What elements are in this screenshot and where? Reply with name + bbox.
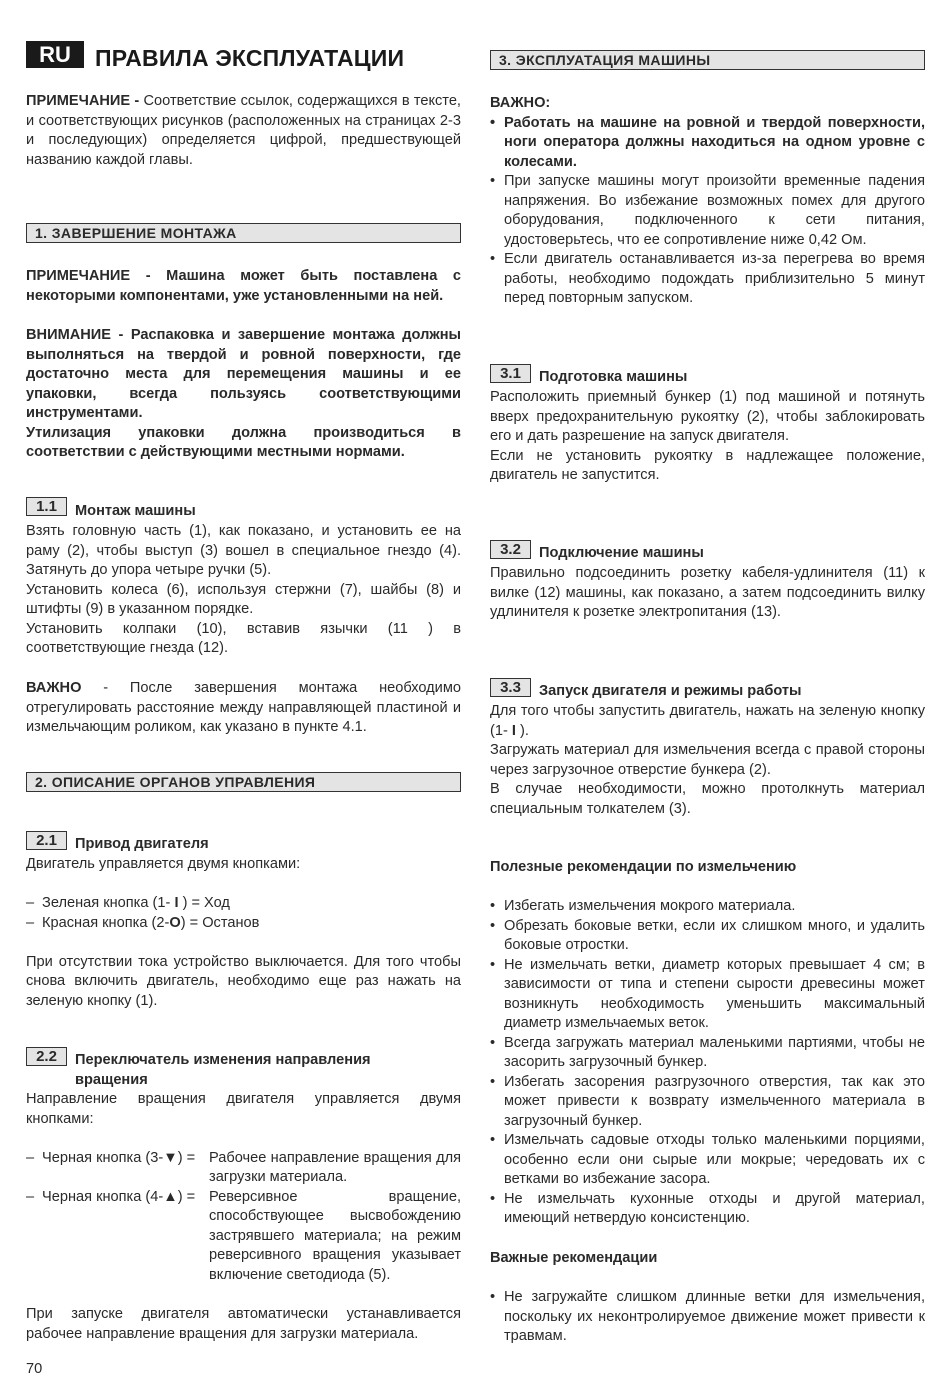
tip-item: • Избегать засорения разгрузочного отверстия, так как это может привести к возврату измельченного материала в загрузочный бункер. — [490, 1073, 925, 1132]
page-number: 70 — [26, 1361, 43, 1377]
tips-heading-text: Полезные рекомендации по измельчению — [490, 859, 797, 875]
subsection-1-1-title: Монтаж машины — [75, 503, 196, 519]
s2-2-closing — [26, 1305, 461, 1344]
important-recommendations-list — [490, 1288, 925, 1347]
subsection-3-3-number: 3.3 — [490, 678, 531, 697]
s3-important-label: ВАЖНО: — [490, 95, 551, 111]
subsection-1-1-number: 1.1 — [26, 497, 67, 516]
tips-list — [490, 897, 925, 1229]
s1-1-paragraph: Установить колпаки (10), вставив язычки (11 ) в соответствующие гнезда (12). — [26, 620, 461, 656]
direction-forward-key: – Черная кнопка (3-▼) = — [26, 1149, 209, 1188]
subsection-3-1-title: Подготовка машины — [539, 369, 688, 385]
s3-important — [490, 94, 925, 309]
section-2-header: 2. ОПИСАНИЕ ОРГАНОВ УПРАВЛЕНИЯ — [26, 772, 461, 792]
s3-3-paragraph: Загружать материал для измельчения всегда с правой стороны через загрузочное отверстие бункера (2). — [490, 742, 925, 778]
subsection-3-2-number: 3.2 — [490, 540, 531, 559]
s1-important-text: - После завершения монтажа необходимо отрегулировать расстояние между направляющей пластиной и измельчающим роликом, как указано в пункте 4.1. — [26, 680, 461, 735]
direction-reverse-item — [26, 1188, 461, 1286]
s3-important-bullet: • При запуске машины могут произойти временные падения напряжения. Во избежание возможных помех для другого оборудования, подключенного к сети питания, удостоверьтесь, что ее сопротивление ниже 0,42 Ом. — [490, 172, 925, 250]
green-button-symbol: I — [174, 895, 179, 911]
s3-2-paragraph: Правильно подсоединить розетку кабеля-удлинителя (11) к вилке (12) машины, как показано, а затем подсоединить вилку удлинителя к розетке электропитания (13). — [490, 565, 925, 620]
subsection-2-2-number: 2.2 — [26, 1047, 67, 1066]
s3-important-bullet: • Работать на машине на ровной и твердой поверхности, ноги оператора должны находиться на одном уровне с колесами. — [490, 114, 925, 173]
subsection-2-2-body — [26, 1090, 461, 1285]
s1-note — [26, 267, 461, 306]
subsection-3-3-body — [490, 702, 925, 819]
tip-item: • Обрезать боковые ветки, если их слишком много, и удалить боковые отростки. — [490, 917, 925, 956]
tip-item: • Не измельчать ветки, диаметр которых превышает 4 см; в зависимости от типа и степени сырости древесины может возникнуть необходимость уменьшить максимальный диаметр измельчаемых веток. — [490, 956, 925, 1034]
red-button-item: – Красная кнопка (2-O) = Останов — [26, 914, 461, 934]
green-button-symbol: I — [511, 722, 516, 739]
direction-forward-value: Рабочее направление вращения для загрузки материала. — [209, 1149, 461, 1185]
tip-item: • Не измельчать кухонные отходы и другой материал, имеющий нетвердую консистенцию. — [490, 1190, 925, 1229]
direction-reverse-value: Реверсивное вращение, способствующее высвобождению застрявшего материала; на режим реверсивного вращения указывает включение светодиода (5). — [209, 1188, 461, 1283]
s1-warning-label: ВНИМАНИЕ - — [26, 327, 124, 343]
s1-warning-text: Распаковка и завершение монтажа должны выполняться на твердой и ровной поверхности, где достаточно места для перемещения машины и ее упаковки, всегда пользуясь соответствующими инструментами. — [26, 327, 461, 421]
important-recommendations-heading-text: Важные рекомендации — [490, 1250, 658, 1266]
s1-1-paragraph: Установить колеса (6), используя стержни (7), шайбы (8) и штифты (9) в указанном порядке. — [26, 581, 461, 617]
tip-item: • Избегать измельчения мокрого материала. — [490, 897, 925, 917]
subsection-3-1-body — [490, 388, 925, 486]
s3-3-paragraph: В случае необходимости, можно протолкнуть материал специальным толкателем (3). — [490, 781, 925, 817]
page-title: ПРАВИЛА ЭКСПЛУАТАЦИИ — [95, 45, 405, 71]
subsection-3-1-number: 3.1 — [490, 364, 531, 383]
direction-reverse-key: – Черная кнопка (4-▲) = — [26, 1188, 209, 1286]
subsection-2-1-body — [26, 855, 461, 1011]
tips-heading — [490, 858, 925, 878]
subsection-2-2-title-line: Переключатель изменения направления — [75, 1052, 371, 1068]
s2-1-paragraph: При отсутствии тока устройство выключается. Для того чтобы снова включить двигатель, необходимо еще раз нажать на зеленую кнопку (1). — [26, 953, 461, 1009]
subsection-1-1-body — [26, 522, 461, 659]
s1-note-text: Машина может быть поставлена с некоторыми компонентами, уже установленными на ней. — [26, 268, 461, 304]
subsection-2-2-title-line: вращения — [75, 1071, 148, 1088]
tip-item: • Измельчать садовые отходы только маленькими порциями, особенно если они сырые или мокрые; чередовать их с ветками во избежание засора. — [490, 1131, 925, 1190]
s3-important-bullet: • Если двигатель останавливается из-за перегрева во время работы, необходимо подождать приблизительно 5 минут перед повторным запуском. — [490, 250, 925, 309]
s2-1-intro: Двигатель управляется двумя кнопками: — [26, 856, 301, 872]
red-button-symbol: O — [169, 914, 181, 931]
intro-note-label: ПРИМЕЧАНИЕ - — [26, 93, 140, 109]
green-button-item: – Зеленая кнопка (1- I ) = Ход — [26, 894, 461, 914]
subsection-3-2-body — [490, 564, 925, 623]
s2-2-closing-text: При запуске двигателя автоматически устанавливается рабочее направление вращения для загрузки материала. — [26, 1306, 461, 1342]
subsection-2-2-title — [75, 1051, 371, 1090]
s1-disposal-text: Утилизация упаковки должна производиться в соответствии с действующими местными нормами. — [26, 424, 461, 460]
s3-1-paragraph: Расположить приемный бункер (1) под машиной и потянуть вверх предохранительную рукоятку (2), чтобы заблокировать его и дать разрешение на запуск двигателя. — [490, 389, 925, 444]
s3-1-paragraph: Если не установить рукоятку в надлежащее положение, двигатель не запустится. — [490, 447, 925, 483]
s3-3-paragraph: Для того чтобы запустить двигатель, нажать на зеленую кнопку (1- I ). — [490, 703, 925, 739]
s1-warning — [26, 326, 461, 463]
subsection-2-1-number: 2.1 — [26, 831, 67, 850]
tip-item: • Всегда загружать материал маленькими партиями, чтобы не засорить загрузочный бункер. — [490, 1034, 925, 1073]
important-recommendations-heading — [490, 1249, 925, 1269]
direction-forward-item — [26, 1149, 461, 1188]
section-1-header: 1. ЗАВЕРШЕНИЕ МОНТАЖА — [26, 223, 461, 243]
s1-important — [26, 679, 461, 738]
s1-important-label: ВАЖНО — [26, 680, 82, 696]
s2-2-intro: Направление вращения двигателя управляется двумя кнопками: — [26, 1091, 461, 1127]
subsection-3-3-title: Запуск двигателя и режимы работы — [539, 683, 802, 699]
subsection-3-2-title: Подключение машины — [539, 545, 704, 561]
intro-note — [26, 92, 461, 170]
important-recommendation-item: • Не загружайте слишком длинные ветки для измельчения, поскольку их неконтролируемое движение может привести к травмам. — [490, 1288, 925, 1347]
subsection-2-1-title: Привод двигателя — [75, 836, 209, 852]
language-badge: RU — [26, 41, 84, 68]
section-3-header: 3. ЭКСПЛУАТАЦИЯ МАШИНЫ — [490, 50, 925, 70]
intro-note-text: Соответствие ссылок, содержащихся в тексте, и соответствующих рисунков (расположенных на страницах 2-3 и последующих) определяется цифрой, предшествующей названию каждой главы. — [26, 93, 461, 168]
s1-note-label: ПРИМЕЧАНИЕ - — [26, 268, 151, 284]
s1-1-paragraph: Взять головную часть (1), как показано, и установить ее на раму (2), чтобы выступ (3) вошел в специальное гнездо (4). Затянуть до упора четыре ручки (5). — [26, 523, 461, 578]
